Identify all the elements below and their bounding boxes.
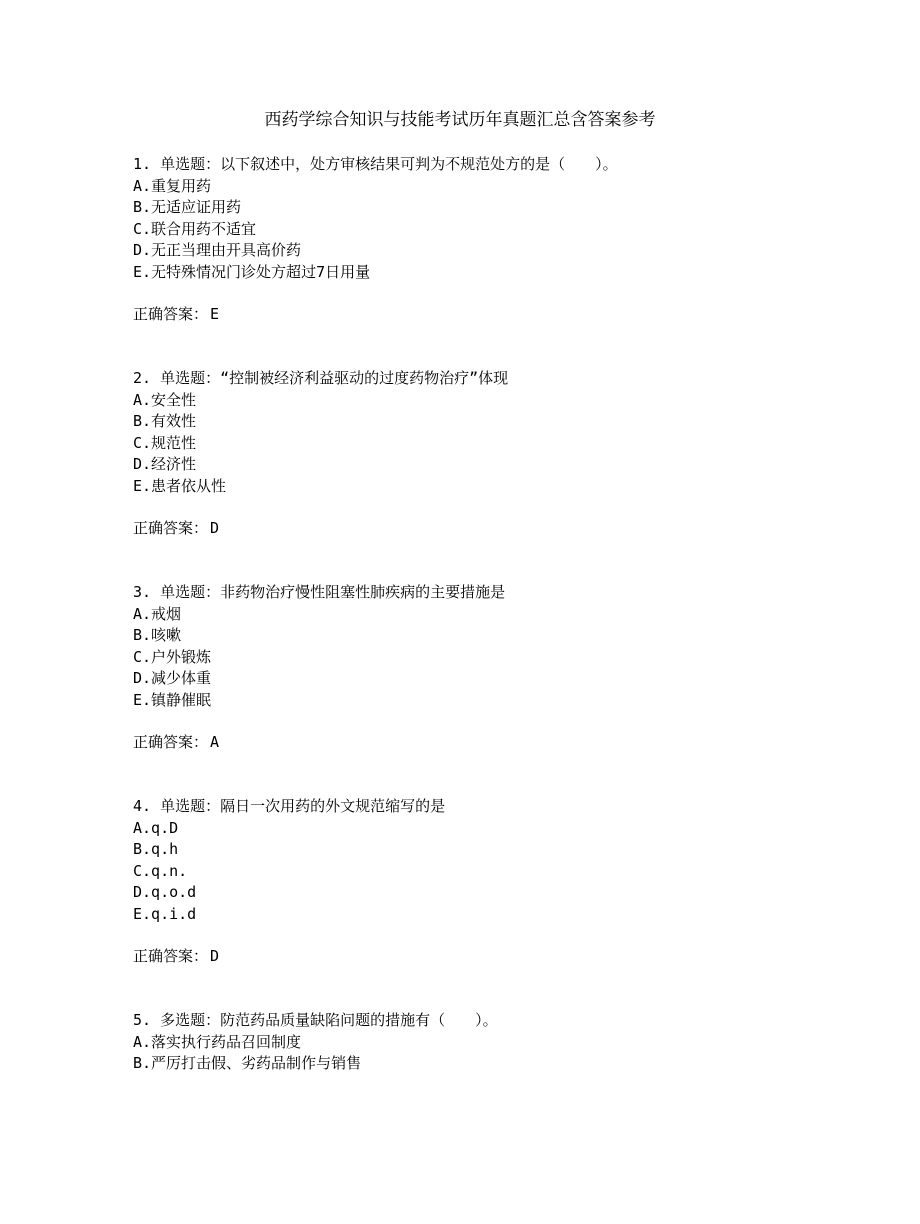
option-e: E.无特殊情况门诊处方超过7日用量 xyxy=(133,262,371,281)
option-d: D.q.o.d xyxy=(133,883,197,901)
option-e: E.镇静催眠 xyxy=(133,690,212,709)
question-number: 2. xyxy=(133,369,152,387)
question-3 xyxy=(133,582,873,796)
question-stem xyxy=(133,1010,873,1032)
question-number: 5. xyxy=(133,1011,152,1029)
option-c: C.户外锻炼 xyxy=(133,647,212,666)
correct-answer xyxy=(133,518,873,540)
question-number: 3. xyxy=(133,583,152,601)
question-text: 单选题：“控制被经济利益驱动的过度药物治疗”体现 xyxy=(160,369,509,387)
question-1 xyxy=(133,154,873,368)
option-e: E.q.i.d xyxy=(133,904,197,923)
answer-label: 正确答案： xyxy=(133,947,209,965)
question-number: 4. xyxy=(133,797,152,815)
document-title: 西药学综合知识与技能考试历年真题汇总含答案参考 xyxy=(264,110,656,130)
option-b: B.有效性 xyxy=(133,412,197,430)
answer-label: 正确答案： xyxy=(133,519,209,537)
option-c: C.联合用药不适宜 xyxy=(133,219,257,238)
option-a: A.q.D xyxy=(133,818,179,837)
option-d: D.减少体重 xyxy=(133,669,212,687)
correct-answer xyxy=(133,946,873,968)
question-text: 单选题：隔日一次用药的外文规范缩写的是 xyxy=(160,797,446,815)
correct-answer xyxy=(133,304,873,326)
answer-value: D xyxy=(210,519,220,537)
option-b: B.无适应证用药 xyxy=(133,198,242,216)
option-a: A.重复用药 xyxy=(133,176,212,195)
question-5 xyxy=(133,1010,873,1224)
answer-value: A xyxy=(210,733,220,751)
question-4 xyxy=(133,796,873,1010)
option-c: C.规范性 xyxy=(133,433,197,452)
option-a: A.落实执行药品召回制度 xyxy=(133,1032,302,1051)
question-text: 单选题：以下叙述中，处方审核结果可判为不规范处方的是（ ）。 xyxy=(160,155,618,173)
option-a: A.安全性 xyxy=(133,390,197,409)
question-number: 1. xyxy=(133,155,152,173)
question-text: 单选题：非药物治疗慢性阻塞性肺疾病的主要措施是 xyxy=(160,583,506,601)
answer-value: D xyxy=(210,947,220,965)
question-list xyxy=(133,154,873,1224)
option-b: B.q.h xyxy=(133,840,179,858)
question-stem xyxy=(133,154,873,176)
correct-answer xyxy=(133,732,873,754)
answer-label: 正确答案： xyxy=(133,305,209,323)
question-2 xyxy=(133,368,873,582)
option-d: D.经济性 xyxy=(133,455,197,473)
option-b: B.咳嗽 xyxy=(133,626,182,644)
option-e: E.患者依从性 xyxy=(133,476,227,495)
option-d: D.无正当理由开具高价药 xyxy=(133,241,302,259)
question-stem xyxy=(133,796,873,818)
answer-label: 正确答案： xyxy=(133,733,209,751)
option-b: B.严厉打击假、劣药品制作与销售 xyxy=(133,1054,362,1072)
option-c: C.q.n. xyxy=(133,861,188,880)
question-stem xyxy=(133,582,873,604)
option-a: A.戒烟 xyxy=(133,604,182,623)
answer-value: E xyxy=(210,305,220,323)
question-stem xyxy=(133,368,873,390)
question-text: 多选题：防范药品质量缺陷问题的措施有（ ）。 xyxy=(160,1011,498,1029)
